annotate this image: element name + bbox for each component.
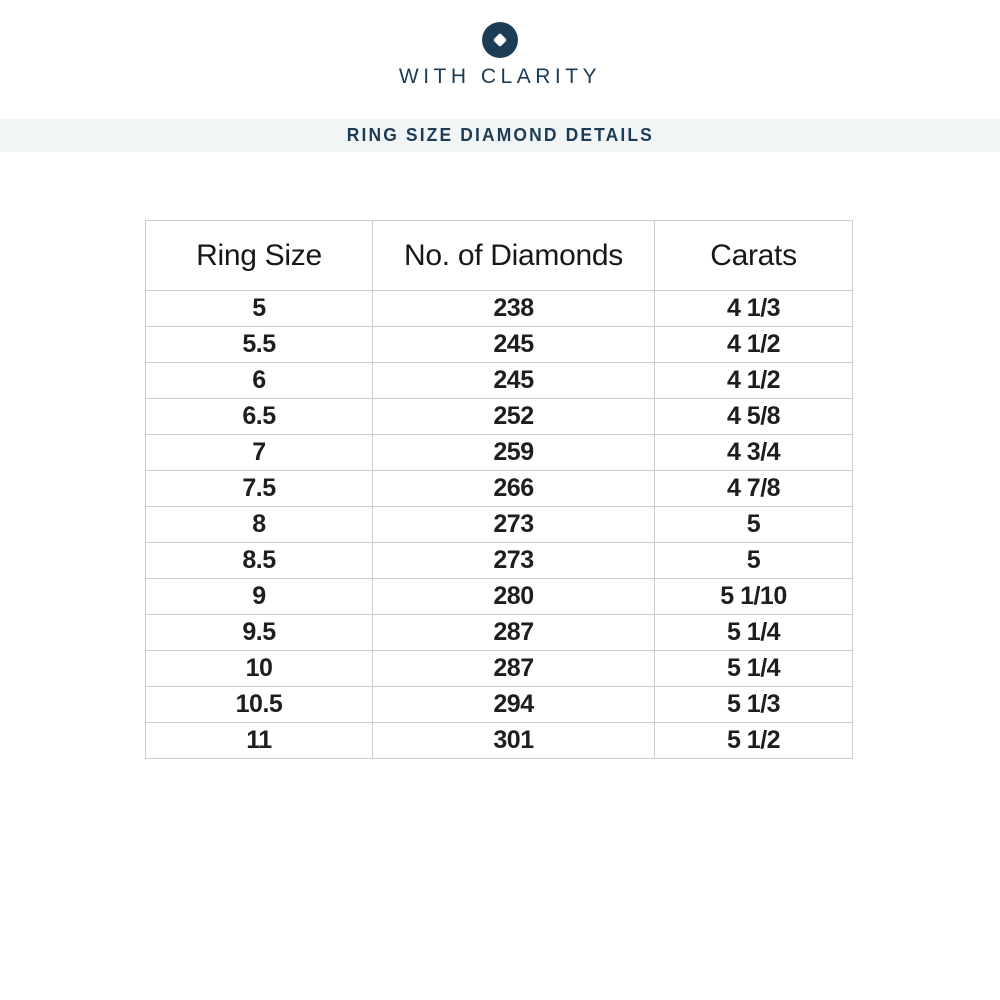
ring-size-table [145, 220, 853, 759]
table-body [146, 291, 853, 759]
column-header-diamonds: No. of Diamonds [373, 221, 655, 291]
table-row [146, 543, 853, 579]
cell-diamonds: 259 [373, 435, 655, 471]
ring-size-table-container [145, 220, 853, 759]
table-header-row [146, 221, 853, 291]
cell-diamonds: 245 [373, 327, 655, 363]
table-row [146, 471, 853, 507]
cell-carats: 5 1/10 [655, 579, 853, 615]
table-row [146, 579, 853, 615]
cell-diamonds: 287 [373, 651, 655, 687]
cell-ring-size: 10.5 [146, 687, 373, 723]
table-row [146, 291, 853, 327]
table-row [146, 615, 853, 651]
cell-ring-size: 7 [146, 435, 373, 471]
cell-diamonds: 287 [373, 615, 655, 651]
banner-strip [0, 119, 1000, 152]
cell-carats: 5 1/4 [655, 615, 853, 651]
cell-carats: 4 3/4 [655, 435, 853, 471]
cell-diamonds: 238 [373, 291, 655, 327]
column-header-ring-size: Ring Size [146, 221, 373, 291]
cell-carats: 4 1/2 [655, 363, 853, 399]
cell-diamonds: 294 [373, 687, 655, 723]
diamond-icon [493, 33, 507, 47]
table-row [146, 435, 853, 471]
banner-title: RING SIZE DIAMOND DETAILS [346, 125, 654, 145]
table-row [146, 687, 853, 723]
brand-header [0, 22, 1000, 89]
table-row [146, 399, 853, 435]
cell-ring-size: 9.5 [146, 615, 373, 651]
cell-carats: 5 1/3 [655, 687, 853, 723]
cell-diamonds: 280 [373, 579, 655, 615]
column-header-carats: Carats [655, 221, 853, 291]
cell-carats: 5 1/4 [655, 651, 853, 687]
cell-ring-size: 8.5 [146, 543, 373, 579]
cell-diamonds: 252 [373, 399, 655, 435]
cell-diamonds: 301 [373, 723, 655, 759]
cell-ring-size: 7.5 [146, 471, 373, 507]
cell-carats: 4 1/2 [655, 327, 853, 363]
cell-ring-size: 5.5 [146, 327, 373, 363]
cell-ring-size: 10 [146, 651, 373, 687]
cell-carats: 4 5/8 [655, 399, 853, 435]
table-row [146, 221, 853, 291]
cell-ring-size: 9 [146, 579, 373, 615]
cell-carats: 4 1/3 [655, 291, 853, 327]
table-row [146, 723, 853, 759]
brand-name: WITH CLARITY [398, 65, 602, 88]
cell-ring-size: 11 [146, 723, 373, 759]
table-row [146, 651, 853, 687]
table-row [146, 327, 853, 363]
cell-ring-size: 5 [146, 291, 373, 327]
cell-carats: 5 [655, 507, 853, 543]
cell-carats: 5 [655, 543, 853, 579]
table-row [146, 363, 853, 399]
cell-ring-size: 6.5 [146, 399, 373, 435]
table-row [146, 507, 853, 543]
cell-ring-size: 6 [146, 363, 373, 399]
cell-carats: 4 7/8 [655, 471, 853, 507]
cell-diamonds: 266 [373, 471, 655, 507]
cell-diamonds: 273 [373, 543, 655, 579]
logo-circle-icon [482, 22, 518, 58]
cell-carats: 5 1/2 [655, 723, 853, 759]
cell-diamonds: 245 [373, 363, 655, 399]
cell-diamonds: 273 [373, 507, 655, 543]
cell-ring-size: 8 [146, 507, 373, 543]
